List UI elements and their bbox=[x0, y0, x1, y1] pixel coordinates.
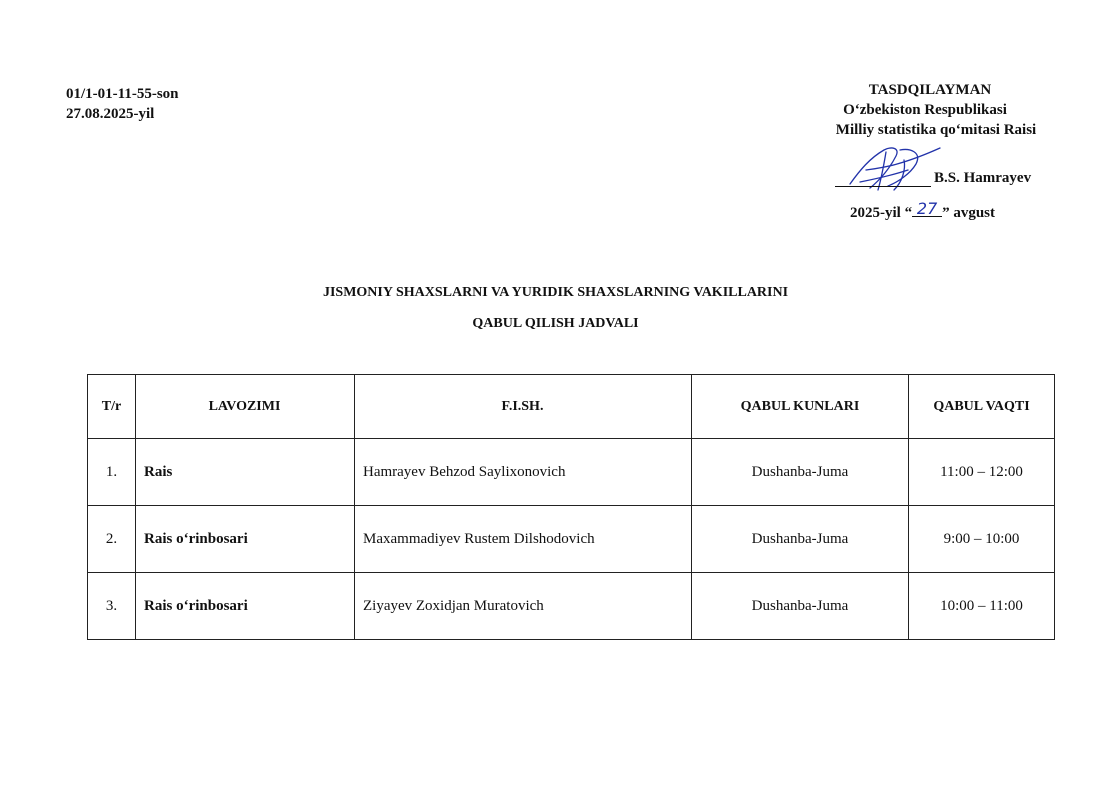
approval-date-suffix: ” avgust bbox=[942, 205, 996, 221]
row-full-name: Maxammadiyev Rustem Dilshodovich bbox=[355, 506, 692, 573]
signatory-name: B.S. Hamrayev bbox=[934, 170, 1032, 186]
document-reference bbox=[66, 84, 179, 124]
document-date: 27.08.2025-yil bbox=[66, 106, 155, 122]
row-full-name: Hamrayev Behzod Saylixonovich bbox=[355, 439, 692, 506]
approval-date bbox=[850, 199, 996, 222]
signature-row bbox=[835, 168, 1055, 194]
approval-line-1: O‘zbekiston Respublikasi bbox=[843, 102, 1007, 118]
row-position: Rais o‘rinbosari bbox=[136, 506, 355, 573]
row-position: Rais o‘rinbosari bbox=[136, 573, 355, 640]
row-reception-days: Dushanba-Juma bbox=[692, 439, 909, 506]
row-position: Rais bbox=[136, 439, 355, 506]
table-row bbox=[88, 573, 1055, 640]
document-number: 01/1-01-11-55-son bbox=[66, 86, 179, 102]
header-number: T/r bbox=[88, 375, 136, 439]
row-reception-time: 11:00 – 12:00 bbox=[909, 439, 1055, 506]
approval-date-prefix: 2025-yil “ bbox=[850, 205, 913, 221]
approval-block bbox=[805, 80, 1045, 140]
row-number: 1. bbox=[88, 439, 136, 506]
row-number: 2. bbox=[88, 506, 136, 573]
header-position: LAVOZIMI bbox=[136, 375, 355, 439]
row-reception-days: Dushanba-Juma bbox=[692, 506, 909, 573]
approval-date-day: 27 bbox=[912, 202, 942, 217]
approval-line-2: Milliy statistika qo‘mitasi Raisi bbox=[835, 122, 1037, 138]
approval-title: TASDQILAYMAN bbox=[868, 82, 992, 98]
table-row bbox=[88, 439, 1055, 506]
row-full-name: Ziyayev Zoxidjan Muratovich bbox=[355, 573, 692, 640]
signature-line bbox=[835, 186, 931, 187]
table-header-row bbox=[88, 375, 1055, 439]
header-full-name: F.I.SH. bbox=[355, 375, 692, 439]
row-number: 3. bbox=[88, 573, 136, 640]
row-reception-days: Dushanba-Juma bbox=[692, 573, 909, 640]
row-reception-time: 10:00 – 11:00 bbox=[909, 573, 1055, 640]
document-title-line-2: QABUL QILISH JADVALI bbox=[472, 316, 639, 331]
table-row bbox=[88, 506, 1055, 573]
reception-schedule-table bbox=[87, 374, 1055, 640]
header-reception-time: QABUL VAQTI bbox=[909, 375, 1055, 439]
header-reception-days: QABUL KUNLARI bbox=[692, 375, 909, 439]
row-reception-time: 9:00 – 10:00 bbox=[909, 506, 1055, 573]
document-title-line-1: JISMONIY SHAXSLARNI VA YURIDIK SHAXSLARNING VAKILLARINI bbox=[322, 285, 789, 300]
